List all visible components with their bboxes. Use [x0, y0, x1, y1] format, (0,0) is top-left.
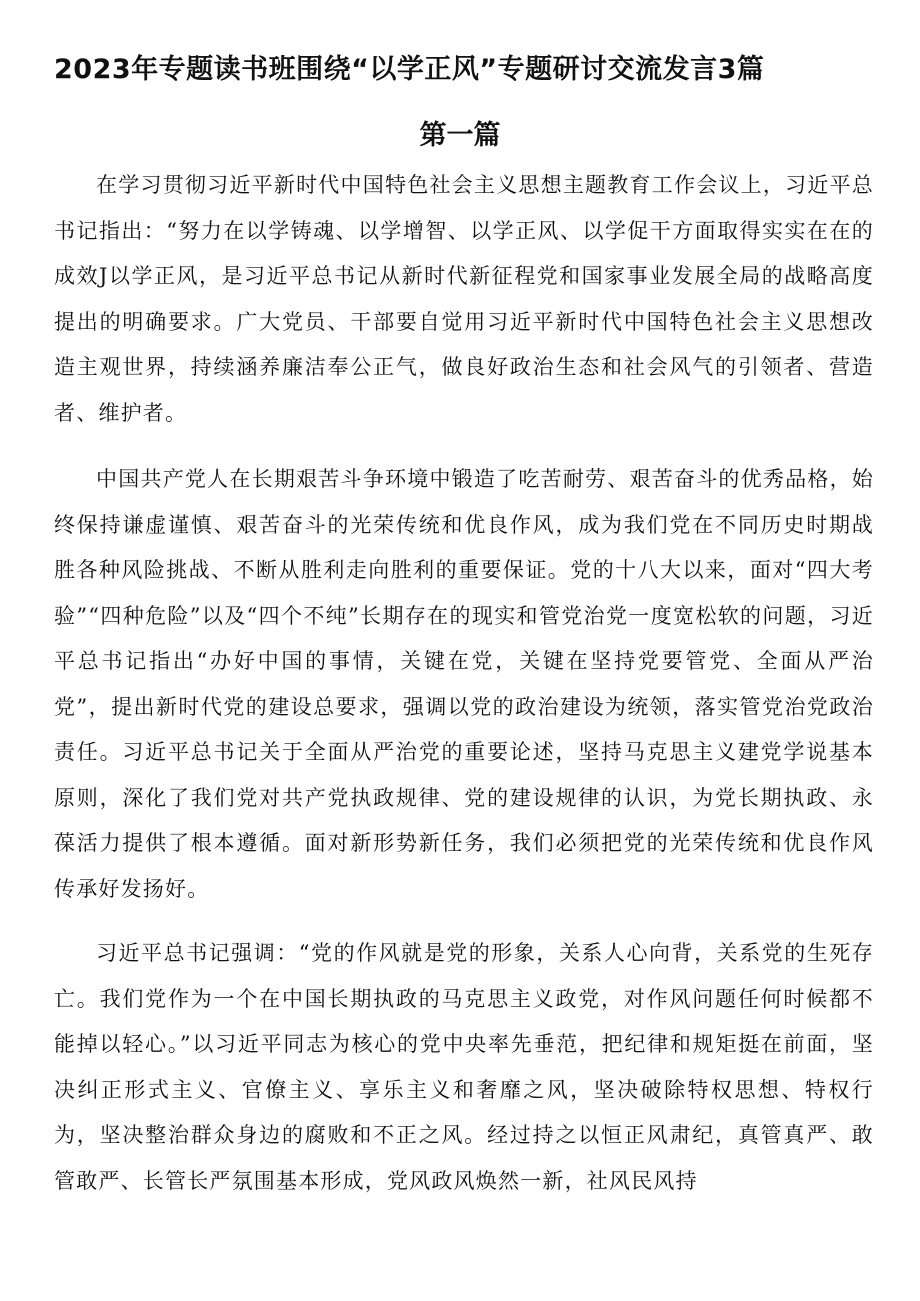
document-title: 2023年专题读书班围绕“以学正风”专题研讨交流发言3篇	[54, 54, 765, 85]
section-title: 第一篇	[419, 120, 501, 151]
paragraph-1: 在学习贯彻习近平新时代中国特色社会主义思想主题教育工作会议上，习近平总书记指出：“努力在以学铸魂、以学增智、以学正风、以学促干方面取得实实在在的成效J以学正风，是习近平总书记从新时代新征程党和国家事业发展全局的战略高度提出的明确要求。广大党员、干部要自觉用习近平新时代中国特色社会主义思想改造主观世界，持续涵养廉洁奉公正气，做良好政治生态和社会风气的引领者、营造者、维护者。	[54, 173, 874, 425]
paragraph-2: 中国共产党人在长期艰苦斗争环境中锻造了吃苦耐劳、艰苦奋斗的优秀品格，始终保持谦虚谨慎、艰苦奋斗的光荣传统和优良作风，成为我们党在不同历史时期战胜各种风险挑战、不断从胜利走向胜利的重要保证。党的十八大以来，面对“四大考验”“四种危险”以及“四个不纯”长期存在的现实和管党治党一度宽松软的问题，习近平总书记指出“办好中国的事情，关键在党，关键在坚持党要管党、全面从严治党”，提出新时代党的建设总要求，强调以党的政治建设为统领，落实管党治党政治责任。习近平总书记关于全面从严治党的重要论述，坚持马克思主义建党学说基本原则，深化了我们党对共产党执政规律、党的建设规律的认识，为党长期执政、永葆活力提供了根本遵循。面对新形势新任务，我们必须把党的光荣传统和优良作风传承好发扬好。	[54, 467, 874, 901]
paragraph-3: 习近平总书记强调：“党的作风就是党的形象，关系人心向背，关系党的生死存亡。我们党作为一个在中国长期执政的马克思主义政党，对作风问题任何时候都不能掉以轻心。”以习近平同志为核心的党中央率先垂范，把纪律和规矩挺在前面，坚决纠正形式主义、官僚主义、享乐主义和奢靡之风，坚决破除特权思想、特权行为，坚决整治群众身边的腐败和不正之风。经过持之以恒正风肃纪，真管真严、敢管敢严、长管长严氛围基本形成，党风政风焕然一新，社风民风持	[54, 941, 874, 1193]
